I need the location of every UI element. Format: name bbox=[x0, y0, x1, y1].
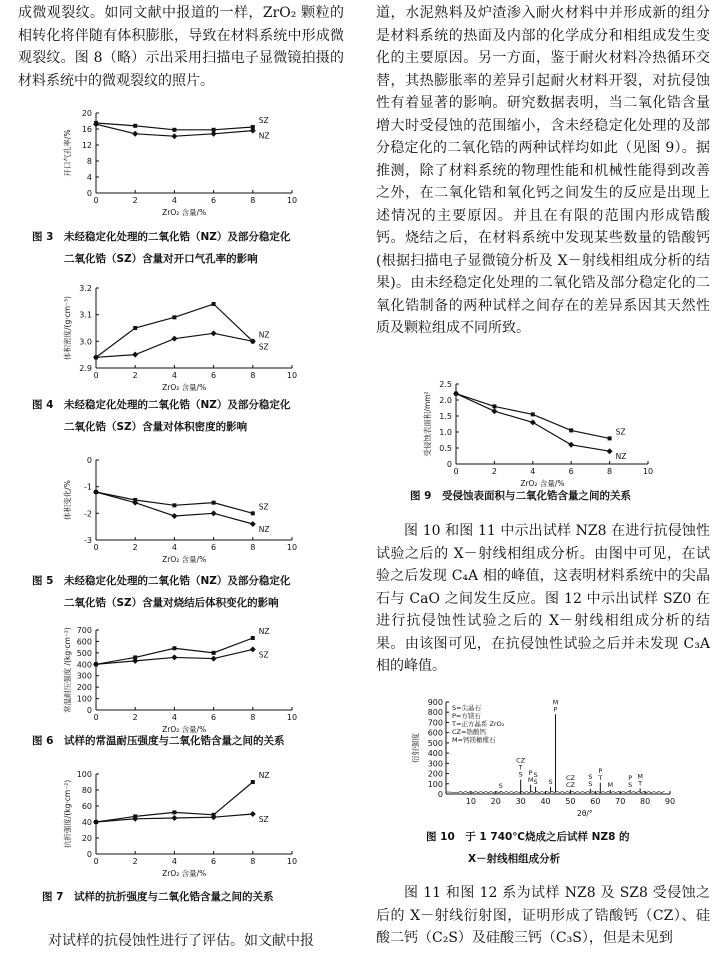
x-tick-label: 10 bbox=[286, 543, 298, 552]
data-point-NZ bbox=[607, 448, 613, 454]
series-label-NZ: NZ bbox=[258, 771, 270, 780]
peak-label: S bbox=[533, 770, 538, 779]
data-point-SZ bbox=[133, 124, 137, 128]
y-tick-label: 0.5 bbox=[439, 444, 452, 453]
x-tick-label: 2 bbox=[132, 371, 138, 380]
series-label-NZ: NZ bbox=[258, 330, 270, 340]
x-tick-label: 0 bbox=[93, 713, 99, 722]
x-axis-label: ZrO₂ 含量/% bbox=[162, 869, 207, 878]
data-point-NZ bbox=[172, 810, 176, 814]
x-tick-label: 40 bbox=[540, 797, 551, 806]
x-tick-label: 30 bbox=[515, 797, 526, 806]
x-tick-label: 4 bbox=[171, 543, 177, 552]
x-tick-label: 60 bbox=[590, 797, 601, 806]
data-point-SZ bbox=[171, 815, 177, 821]
y-tick-label: -2 bbox=[84, 509, 92, 519]
y-tick-label: 8 bbox=[86, 157, 92, 166]
data-point-NZ bbox=[172, 315, 176, 319]
x-tick-label: 8 bbox=[250, 713, 256, 722]
data-point-NZ bbox=[491, 408, 497, 414]
peak-label: S bbox=[588, 779, 593, 788]
legend-entry: S=尖晶石 bbox=[452, 704, 482, 712]
x-tick-label: 6 bbox=[211, 543, 217, 552]
y-tick-label: 20 bbox=[81, 109, 92, 118]
y-tick-label: 400 bbox=[76, 660, 92, 670]
x-tick-label: 0 bbox=[93, 196, 99, 205]
x-tick-label: 90 bbox=[664, 797, 676, 806]
x-tick-label: 6 bbox=[568, 467, 574, 476]
y-axis-label: 体积密度/(g·cm⁻³) bbox=[63, 296, 72, 360]
y-tick-label: 3.1 bbox=[79, 310, 92, 320]
x-tick-label: 0 bbox=[93, 857, 99, 866]
x-axis-label: ZrO₂ 含量/% bbox=[162, 383, 207, 392]
figure-10-caption bbox=[426, 826, 706, 870]
data-point-SZ bbox=[251, 511, 255, 515]
peak-label: CZ bbox=[565, 773, 575, 782]
y-tick-label: 0 bbox=[86, 189, 92, 198]
y-tick-label: 2.9 bbox=[79, 364, 92, 373]
x-tick-label: 4 bbox=[171, 371, 177, 380]
x-tick-label: 10 bbox=[286, 196, 298, 205]
figure-4-caption-line1: 图 4 未经稳定化处理的二氧化锆（NZ）及部分稳定化 bbox=[32, 399, 291, 411]
figure-3-caption-line2: 二氧化锆（SZ）含量对开口气孔率的影响 bbox=[64, 253, 258, 265]
legend-entry: T=正方晶系 ZrO₂ bbox=[452, 720, 505, 728]
peak-label: S bbox=[628, 780, 633, 789]
x-tick-label: 10 bbox=[465, 797, 476, 806]
y-tick-label: 200 bbox=[76, 683, 92, 693]
peak-label: P bbox=[598, 766, 603, 775]
data-point-NZ bbox=[251, 780, 255, 784]
data-point-NZ bbox=[211, 131, 217, 137]
peak-label: S bbox=[498, 781, 503, 790]
y-tick-label: 0 bbox=[86, 850, 92, 859]
series-label-SZ: SZ bbox=[258, 116, 269, 125]
x-tick-label: 10 bbox=[642, 467, 654, 476]
y-tick-label: 0 bbox=[446, 460, 452, 469]
y-tick-label: 0 bbox=[86, 456, 92, 465]
peak-label: M bbox=[527, 775, 534, 784]
data-point-NZ bbox=[171, 133, 177, 139]
series-label-NZ: NZ bbox=[258, 525, 270, 534]
x-tick-label: 6 bbox=[211, 371, 217, 380]
y-tick-label: 3.2 bbox=[79, 284, 92, 293]
x-tick-label: 8 bbox=[250, 857, 256, 866]
y-tick-label: 500 bbox=[76, 648, 92, 658]
figure-9-chart bbox=[400, 376, 700, 486]
x-tick-label: 2 bbox=[491, 467, 497, 476]
data-point-SZ bbox=[132, 352, 138, 358]
peak-label: S bbox=[533, 777, 538, 786]
x-tick-label: 6 bbox=[211, 857, 217, 866]
figure-5-caption bbox=[32, 570, 362, 614]
data-point-SZ bbox=[171, 654, 177, 660]
y-axis-label: 衍射强度 bbox=[411, 733, 420, 763]
data-point-NZ bbox=[211, 510, 217, 516]
x-axis-label: ZrO₂ 含量/% bbox=[162, 725, 207, 734]
x-tick-label: 10 bbox=[286, 713, 298, 722]
data-point-NZ bbox=[93, 121, 99, 127]
peak-label: P bbox=[628, 773, 633, 782]
y-axis-label: 常温耐压强度 /(kg·cm⁻²) bbox=[63, 627, 72, 713]
left-paragraph-top: 成微观裂纹。如同文献中报道的一样，ZrO₂ 颗粒的相转化将伴随有体积膨胀，导致在材料系统中形成微观裂纹。图 8（略）示出采用扫描电子显微镜拍摄的材料系统中的微观裂纹的照片。 bbox=[18, 5, 344, 89]
y-tick-label: 300 bbox=[427, 759, 443, 769]
legend-entry: P=方镁石 bbox=[452, 712, 481, 720]
data-point-NZ bbox=[251, 636, 255, 640]
y-tick-label: 3.0 bbox=[79, 337, 92, 347]
x-tick-label: 2 bbox=[132, 196, 138, 205]
x-tick-label: 0 bbox=[93, 543, 99, 552]
data-point-NZ bbox=[212, 651, 216, 655]
y-tick-label: 700 bbox=[427, 718, 443, 728]
figure-10-xrd-chart bbox=[400, 692, 700, 822]
figure-5-chart bbox=[0, 452, 360, 562]
x-axis-label: ZrO₂ 含量/% bbox=[162, 555, 207, 564]
y-tick-label: 100 bbox=[427, 779, 443, 789]
figure-9-caption bbox=[410, 485, 710, 507]
y-tick-label: 0 bbox=[86, 706, 92, 715]
figure-6-caption bbox=[32, 730, 362, 752]
data-point-NZ bbox=[530, 419, 536, 425]
y-tick-label: -1 bbox=[84, 482, 92, 492]
peak-label: T bbox=[518, 763, 523, 772]
data-point-SZ bbox=[212, 501, 216, 505]
y-tick-label: 400 bbox=[427, 749, 443, 759]
data-point-SZ bbox=[93, 819, 99, 825]
right-paragraph-mid: 图 10 和图 11 中示出试样 NZ8 在进行抗侵蚀性试验之后的 X－射线相组成分析。由图中可见，在试验之后发现 C₄A 相的峰值，这表明材料系统中的尖晶石与 CaO 之间发生反应。图 12 中示出试样 SZ0 在进行抗侵蚀性试验之后的 X－射线相组成分析的结果。由该图可见，在抗侵蚀性试验之后并未发现 C₃A 相的峰值。 bbox=[376, 523, 710, 674]
data-point-SZ bbox=[250, 646, 256, 652]
series-label-SZ: SZ bbox=[615, 427, 626, 437]
figure-6-caption-line1: 图 6 试样的常温耐压强度与二氧化锆含量之间的关系 bbox=[32, 735, 285, 747]
y-tick-label: 2.0 bbox=[439, 396, 452, 405]
data-point-SZ bbox=[172, 128, 176, 132]
series-label-SZ: SZ bbox=[258, 815, 269, 824]
peak-label: S bbox=[518, 770, 523, 779]
peak-label: P bbox=[528, 768, 533, 777]
series-label-NZ: NZ bbox=[615, 452, 627, 462]
y-axis-label: 开口气孔率/% bbox=[63, 129, 72, 177]
y-tick-label: 200 bbox=[427, 769, 443, 779]
data-point-NZ bbox=[93, 489, 99, 495]
x-tick-label: 50 bbox=[565, 797, 576, 806]
data-point-NZ bbox=[212, 302, 216, 306]
peak-label: CZ bbox=[516, 756, 526, 765]
figure-3-caption-line1: 图 3 未经稳定化处理的二氧化锆（NZ）及部分稳定化 bbox=[32, 231, 291, 243]
x-tick-label: 2 bbox=[132, 713, 138, 722]
data-point-SZ bbox=[171, 336, 177, 342]
y-axis-label: 体积变化/% bbox=[63, 480, 72, 520]
x-tick-label: 8 bbox=[250, 196, 256, 205]
x-tick-label: 20 bbox=[490, 797, 501, 806]
data-point-SZ bbox=[211, 330, 217, 336]
y-axis-label: 抗折强度/(kg·cm⁻²) bbox=[63, 779, 72, 849]
y-tick-label: 100 bbox=[76, 694, 92, 704]
series-label-SZ: SZ bbox=[258, 502, 269, 512]
data-point-NZ bbox=[250, 521, 256, 527]
x-tick-label: 8 bbox=[250, 543, 256, 552]
data-point-SZ bbox=[132, 658, 138, 664]
data-point-SZ bbox=[492, 404, 496, 408]
series-label-SZ: SZ bbox=[258, 650, 269, 660]
left-paragraph-bottom: 对试样的抗侵蚀性进行了评估。如文献中报 bbox=[48, 933, 314, 949]
figure-4-caption bbox=[32, 394, 362, 438]
data-point-NZ bbox=[132, 131, 138, 137]
figure-10-caption-line1: 图 10 于 1 740℃烧成之后试样 NZ8 的 bbox=[426, 831, 630, 843]
data-point-NZ bbox=[568, 442, 574, 448]
y-tick-label: 300 bbox=[76, 671, 92, 681]
figure-7-caption-line1: 图 7 试样的抗折强度与二氧化锆含量之间的关系 bbox=[42, 891, 274, 903]
y-tick-label: 600 bbox=[76, 637, 92, 647]
figure-5-caption-line1: 图 5 未经稳定化处理的二氧化锆（NZ）及部分稳定化 bbox=[32, 575, 291, 587]
x-tick-label: 70 bbox=[615, 797, 626, 806]
y-tick-label: 500 bbox=[427, 738, 443, 748]
x-tick-label: 8 bbox=[250, 371, 256, 380]
figure-4-caption-line2: 二氧化锆（SZ）含量对体积密度的影响 bbox=[64, 421, 248, 433]
x-axis-label: ZrO₂ 含量/% bbox=[162, 208, 207, 217]
peak-label: M bbox=[552, 698, 559, 707]
data-point-NZ bbox=[133, 326, 137, 330]
x-tick-label: 2 bbox=[132, 543, 138, 552]
data-point-SZ bbox=[569, 428, 573, 432]
y-tick-label: 800 bbox=[427, 708, 443, 718]
y-tick-label: 1.0 bbox=[439, 428, 452, 437]
figure-3-chart bbox=[0, 105, 360, 215]
peak-label: S bbox=[548, 777, 553, 786]
peak-label: S bbox=[588, 772, 593, 781]
figure-7-chart bbox=[0, 766, 360, 876]
y-tick-label: 700 bbox=[76, 626, 92, 635]
y-tick-label: 60 bbox=[81, 802, 92, 811]
y-tick-label: -3 bbox=[84, 536, 92, 545]
figure-6-chart bbox=[0, 622, 360, 732]
y-tick-label: 4 bbox=[86, 173, 92, 182]
x-axis-label: ZrO₂ 含量/% bbox=[520, 479, 565, 488]
peak-label: T bbox=[598, 773, 603, 782]
figure-5-caption-line2: 二氧化锆（SZ）含量对烧结后体积变化的影响 bbox=[64, 597, 279, 609]
y-axis-label: 受侵蚀表面积/mm² bbox=[423, 391, 432, 457]
peak-label: T bbox=[638, 779, 643, 788]
y-tick-label: 600 bbox=[427, 728, 443, 738]
series-label-NZ: NZ bbox=[258, 131, 270, 141]
data-point-NZ bbox=[172, 646, 176, 650]
y-tick-label: 20 bbox=[81, 834, 92, 843]
y-tick-label: 1.5 bbox=[439, 412, 452, 421]
data-point-SZ bbox=[172, 503, 176, 507]
y-tick-label: 16 bbox=[81, 125, 92, 134]
peak-label: CZ bbox=[565, 780, 575, 789]
x-tick-label: 4 bbox=[171, 857, 177, 866]
data-point-SZ bbox=[250, 811, 256, 817]
x-tick-label: 4 bbox=[530, 467, 536, 476]
peak-label: M bbox=[637, 772, 643, 781]
peak-label: P bbox=[553, 705, 558, 714]
x-tick-label: 10 bbox=[286, 857, 298, 866]
x-axis-label: 2θ/° bbox=[577, 809, 593, 818]
figure-4-chart bbox=[0, 280, 360, 390]
data-point-NZ bbox=[250, 128, 256, 134]
legend-entry: CZ=锆酸钙 bbox=[452, 728, 486, 736]
data-point-NZ bbox=[171, 513, 177, 519]
x-tick-label: 4 bbox=[171, 713, 177, 722]
x-tick-label: 8 bbox=[607, 467, 613, 476]
x-tick-label: 0 bbox=[453, 467, 459, 476]
x-tick-label: 6 bbox=[211, 196, 217, 205]
y-tick-label: 900 bbox=[427, 698, 443, 707]
figure-10-caption-line2: X－射线相组成分析 bbox=[468, 853, 561, 865]
data-point-SZ bbox=[608, 436, 612, 440]
legend-entry: M=钙镁橄榄石 bbox=[452, 736, 496, 744]
data-point-NZ bbox=[453, 391, 459, 397]
data-point-SZ bbox=[93, 661, 99, 667]
figure-3-caption bbox=[32, 226, 362, 270]
peak-label: M bbox=[607, 780, 614, 789]
x-tick-label: 0 bbox=[93, 371, 99, 380]
x-tick-label: 2 bbox=[132, 857, 138, 866]
series-line-NZ bbox=[96, 304, 253, 357]
data-point-SZ bbox=[531, 412, 535, 416]
figure-7-caption bbox=[42, 886, 362, 908]
data-point-SZ bbox=[211, 656, 217, 662]
right-paragraph-top: 道，水泥熟料及炉渣渗入耐火材料中并形成新的组分是材料系统的热面及内部的化学成分和相组成发生变化的主要原因。另一方面，鉴于耐火材料冷热循环交替，其热膨胀率的差异引起耐火材料开裂，对抗侵蚀性有着显著的影响。研究数据表明，当二氧化锆含量增大时受侵蚀的范围缩小，含未经稳定化处理的及部分稳定化的二氧化锆的两种试样均如此（见图 9）。据推测，除了材料系统的物理性能和机械性能得到改善之外，在二氧化锆和氧化钙之间发生的反应是出现上述情况的主要原因。并且在有限的范围内形成锆酸钙。烧结之后，在材料系统中发现某些数量的锆酸钙(根据扫描电子显微镜分析及 X－射线相组成分析的结果)。由未经稳定化处理的二氧化锆及部分稳定化的二氧化锆制备的两种试样之间存在的差异系因其天然性质及颗粒组成不同所致。 bbox=[376, 5, 710, 336]
y-tick-label: 2.5 bbox=[439, 380, 452, 389]
y-tick-label: 12 bbox=[81, 141, 92, 150]
series-label-SZ: SZ bbox=[258, 342, 269, 352]
x-tick-label: 4 bbox=[171, 196, 177, 205]
x-tick-label: 6 bbox=[211, 713, 217, 722]
series-line-SZ bbox=[96, 492, 253, 513]
y-tick-label: 100 bbox=[76, 770, 92, 779]
x-tick-label: 80 bbox=[640, 797, 651, 806]
y-tick-label: 80 bbox=[81, 786, 92, 795]
right-paragraph-bottom: 图 11 和图 12 系为试样 NZ8 及 SZ8 受侵蚀之后的 X－射线衍射图，证明形成了锆酸钙（CZ）、硅酸二钙（C₂S）及硅酸三钙（C₃S），但是未见到 bbox=[376, 885, 710, 946]
x-tick-label: 10 bbox=[286, 371, 298, 380]
figure-9-caption-line1: 图 9 受侵蚀表面积与二氧化锆含量之间的关系 bbox=[410, 490, 631, 502]
series-label-NZ: NZ bbox=[258, 627, 270, 636]
y-tick-label: 0 bbox=[437, 790, 443, 799]
y-tick-label: 40 bbox=[81, 818, 92, 827]
